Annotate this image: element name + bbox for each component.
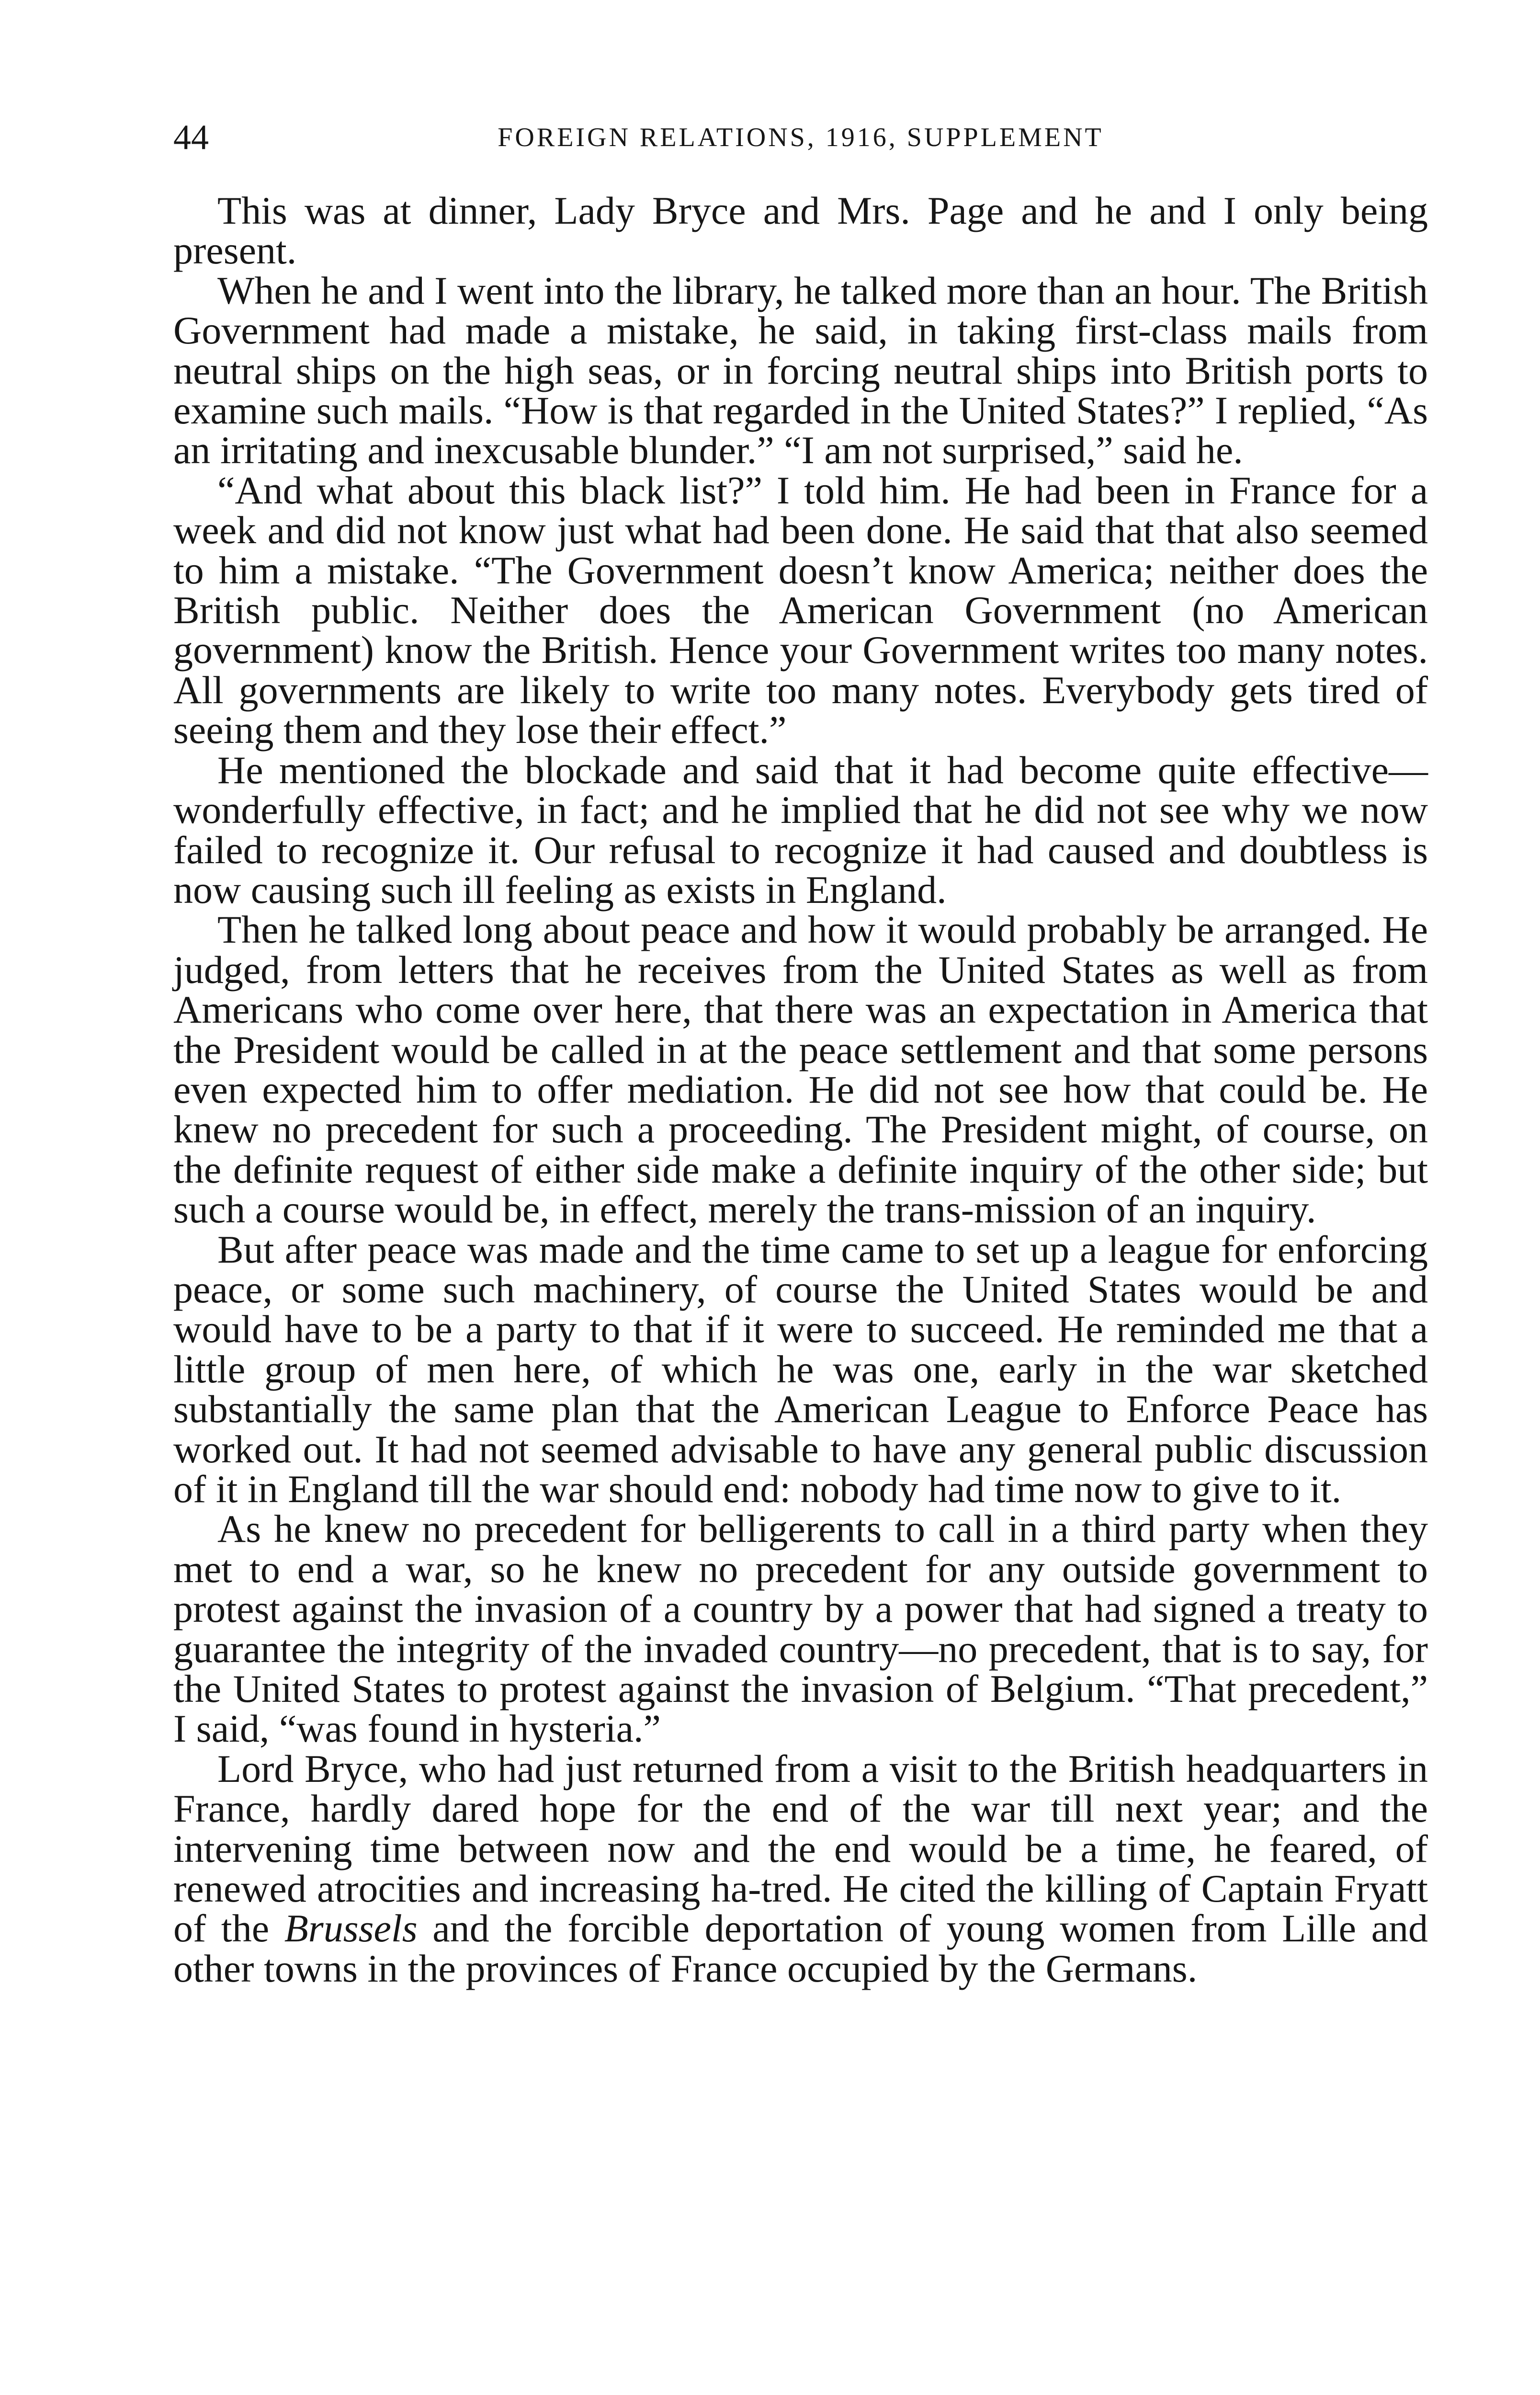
paragraph: This was at dinner, Lady Bryce and Mrs. Page and he and I only being present. — [173, 189, 1428, 273]
paragraph: He mentioned the blockade and said that it had become quite effective—wonderfully effective, in fact; and he implied that he did not see why we now failed to recognize it. Our refusal to recognize it had caused and doubtless is now causing such ill feeling as exists in England. — [173, 748, 1428, 912]
paragraph: “And what about this black list?” I told him. He had been in France for a week and did not know just what had been done. He said that that also seemed to him a mistake. “The Government doesn’t know America; neither does the British public. Neither does the American Government (no American government) know the British. Hence your Government writes too many notes. All governments are likely to write too many notes. Everybody gets tired of seeing them and they lose their effect.” — [173, 468, 1428, 752]
paragraph-text: Lord Bryce, who had just returned from a visit to the British headquarters in France, hardly dared hope for the end of the war till next year; and the intervening time between now and the end would be a time, he feared, of renewed atrocities and increasing ha-tred. He cited the killing of Captain Fryatt of the — [173, 1746, 1428, 1950]
paragraph: Then he talked long about peace and how it would probably be arranged. He judged, from letters that he receives from the United States as well as from Americans who come over here, that there was an expectation in America that the President would be called in at the peace settlement and that some persons even expected him to offer mediation. He did not see how that could be. He knew no precedent for such a proceeding. The President might, of course, on the definite request of either side make a definite inquiry of the other side; but such a course would be, in effect, merely the trans-mission of an inquiry. — [173, 908, 1428, 1232]
paragraph — [173, 1746, 1428, 1990]
page-number: 44 — [173, 118, 209, 157]
body-text — [173, 191, 1428, 1988]
paragraph: As he knew no precedent for belligerents to call in a third party when they met to end a war, so he knew no precedent for any outside government to protest against the invasion of a country by a power that had signed a treaty to guarantee the integrity of the invaded country—no precedent, that is to say, for the United States to protest against the invasion of Belgium. “That precedent,” I said, “was found in hysteria.” — [173, 1507, 1428, 1751]
paragraph-text: and the forcible deportation of young women from Lille and other towns in the provinces of France occupied by the Germans. — [173, 1906, 1428, 1990]
paragraph: When he and I went into the library, he talked more than an hour. The British Government had made a mistake, he said, in taking first-class mails from neutral ships on the high seas, or in forcing neutral ships into British ports to examine such mails. “How is that regarded in the United States?” I replied, “As an irritating and inexcusable blunder.” “I am not surprised,” said he. — [173, 268, 1428, 472]
paragraph: But after peace was made and the time came to set up a league for enforcing peace, or some such machinery, of course the United States would be and would have to be a party to that if it were to succeed. He reminded me that a little group of men here, of which he was one, early in the war sketched substantially the same plan that the American League to Enforce Peace has worked out. It had not seemed advisable to have any general public discussion of it in England till the war should end: nobody had time now to give to it. — [173, 1227, 1428, 1511]
ship-name: Brussels — [284, 1906, 418, 1950]
running-head: FOREIGN RELATIONS, 1916, SUPPLEMENT — [498, 123, 1104, 152]
page-header — [173, 111, 1428, 164]
